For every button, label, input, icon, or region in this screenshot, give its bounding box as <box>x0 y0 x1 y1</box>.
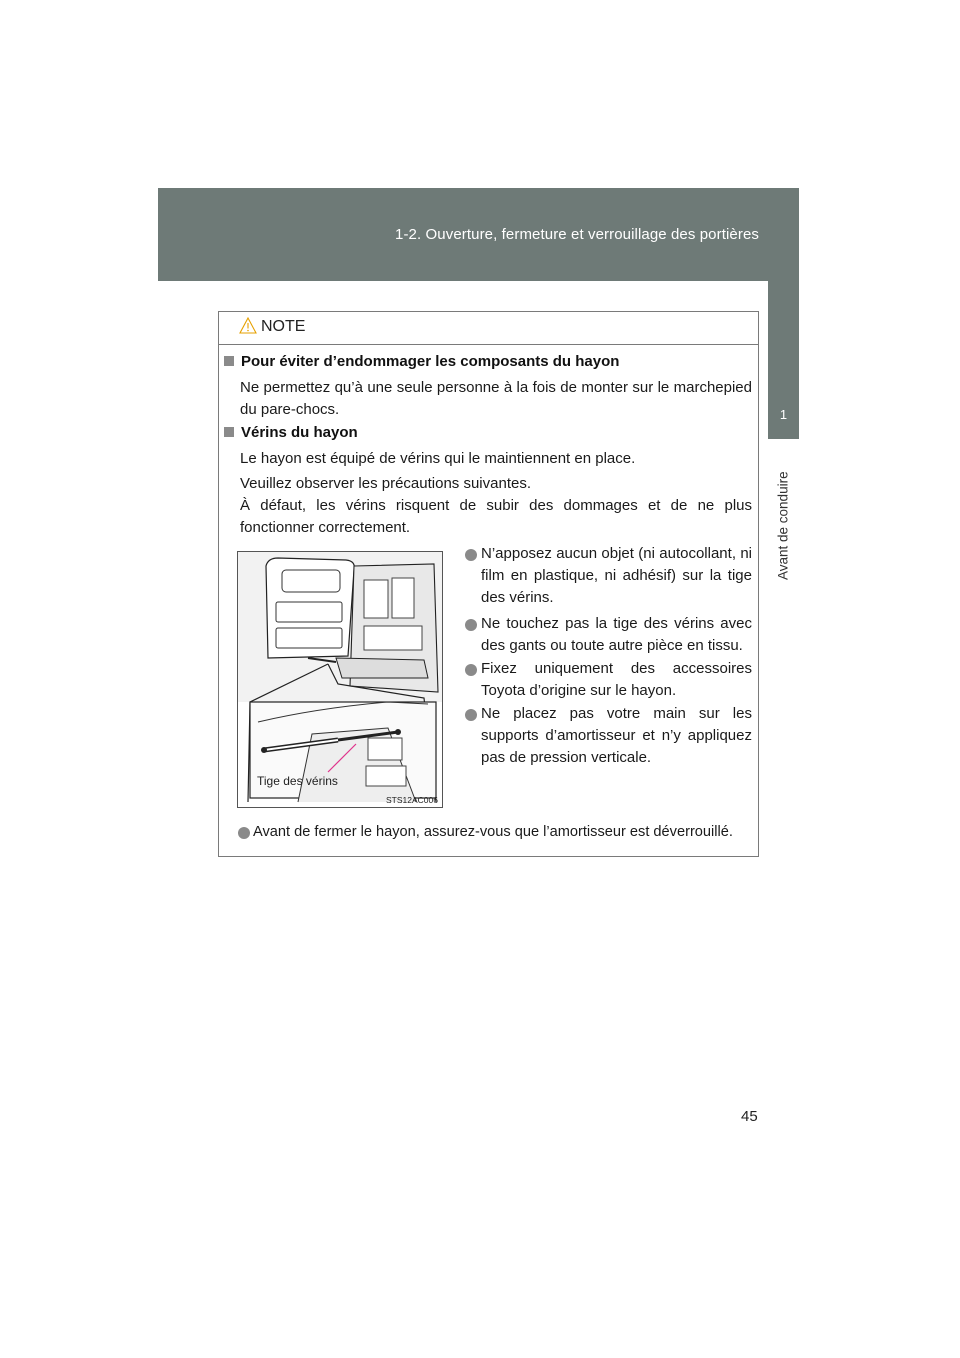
chapter-section-title: 1-2. Ouverture, fermeture et verrouillage des portières <box>395 226 759 243</box>
round-bullet-icon <box>465 549 477 561</box>
chapter-tab <box>768 281 799 439</box>
section2-text-1: Le hayon est équipé de vérins qui le maintiennent en place. <box>240 450 636 467</box>
bullet-item: Ne touchez pas la tige des vérins avec des gants ou toute autre pièce en tissu. <box>481 615 752 654</box>
section2-text-2: Veuillez observer les précautions suivantes. <box>240 475 531 492</box>
section1-text: Ne permettez qu’à une seule personne à la fois de monter sur le marchepied du pare-chocs. <box>240 379 752 418</box>
bullet-item: N’apposez aucun objet (ni autocollant, ni film en plastique, ni adhésif) sur la tige des vérins. <box>481 545 752 606</box>
round-bullet-icon <box>465 619 477 631</box>
bullet-item: Ne placez pas votre main sur les supports d’amortisseur et n’y appliquez pas de pression verticale. <box>481 705 752 766</box>
chapter-number: 1 <box>779 407 788 422</box>
round-bullet-icon <box>238 827 250 839</box>
square-bullet-icon <box>224 427 234 437</box>
square-bullet-icon <box>224 356 234 366</box>
bullet-item-last: Avant de fermer le hayon, assurez-vous que l’amortisseur est déverrouillé. <box>253 824 733 840</box>
figure-code: STS12AC006 <box>386 795 438 805</box>
section-heading-text: Pour éviter d’endommager les composants du hayon <box>241 353 620 370</box>
note-title: NOTE <box>261 318 306 335</box>
page-number: 45 <box>741 1108 758 1125</box>
warning-triangle-icon <box>239 317 257 334</box>
round-bullet-icon <box>465 664 477 676</box>
tailgate-drawing <box>238 552 443 808</box>
section-heading-text: Vérins du hayon <box>241 424 358 441</box>
section-heading-hatch-components <box>224 353 619 370</box>
section2-text-3: À défaut, les vérins risquent de subir des dommages et de ne plus fonctionner correctement. <box>240 497 752 536</box>
chapter-side-label: Avant de conduire <box>775 471 791 580</box>
round-bullet-icon <box>465 709 477 721</box>
note-header <box>219 312 758 345</box>
section-heading-struts <box>224 424 358 441</box>
figure-callout-label: Tige des vérins <box>257 774 338 788</box>
tailgate-strut-illustration <box>237 551 443 808</box>
chapter-header-band <box>158 188 799 281</box>
bullet-item: Fixez uniquement des accessoires Toyota d’origine sur le hayon. <box>481 660 752 699</box>
